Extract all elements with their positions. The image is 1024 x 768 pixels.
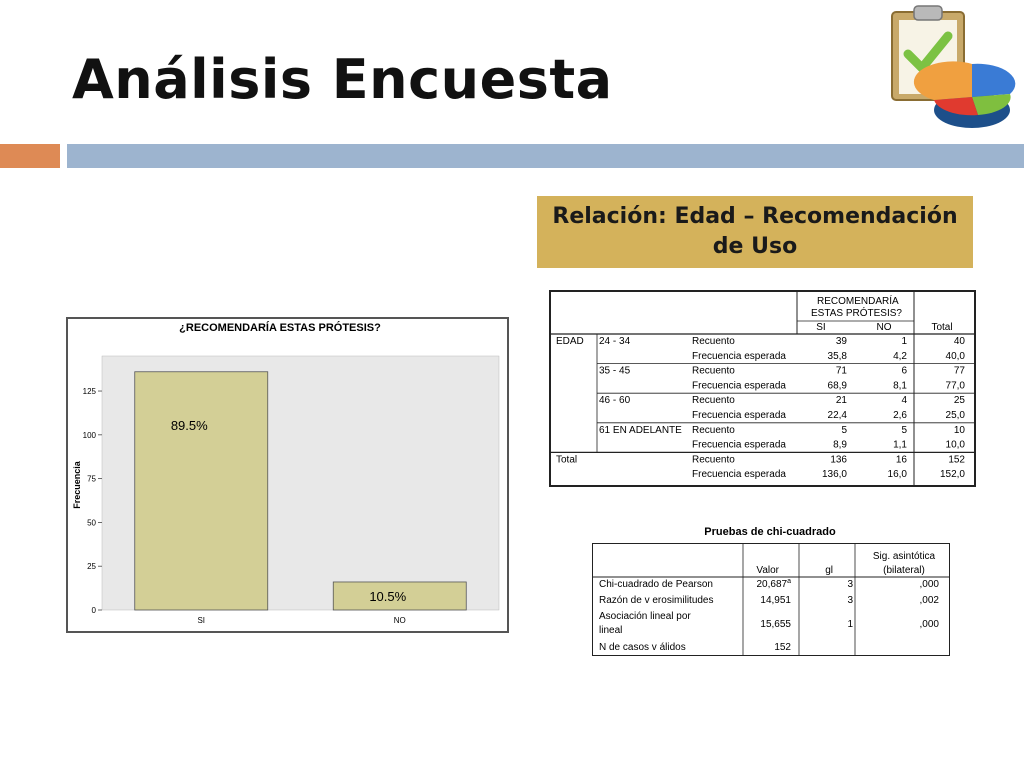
cell-total: 152: [948, 454, 965, 466]
chi-row-label: N de casos v álidos: [599, 642, 686, 653]
cell-no: 16,0: [887, 469, 907, 481]
y-axis-label: Frecuencia: [72, 461, 82, 509]
cell-si: 68,9: [827, 380, 847, 392]
cell-no: 8,1: [893, 380, 907, 392]
bar-chart: [66, 317, 509, 633]
y-tick-label: 0: [91, 606, 96, 615]
cell-no: 1,1: [893, 439, 907, 451]
x-tick-label: NO: [393, 616, 406, 625]
chi-row-label: Razón de v erosimilitudes: [599, 595, 714, 606]
accent-bar-blue: [67, 144, 1024, 168]
crosstab-group-label: Total: [556, 454, 578, 466]
chi-row: [599, 595, 939, 606]
stat-label: Frecuencia esperada: [692, 350, 786, 362]
chi-gl: 1: [847, 619, 853, 630]
cell-no: 4: [901, 395, 907, 407]
stat-label: Recuento: [692, 454, 735, 466]
chart-title: ¿RECOMENDARÍA ESTAS PRÓTESIS?: [179, 322, 381, 334]
crosstab-col-header: NO: [876, 322, 892, 333]
crosstab-row: [692, 410, 965, 421]
stat-label: Frecuencia esperada: [692, 380, 786, 392]
cell-si: 22,4: [827, 410, 847, 421]
crosstab-row: [692, 425, 965, 436]
crosstab-group-label: 61 EN ADELANTE: [599, 424, 682, 436]
crosstab-col-header: SI: [816, 322, 826, 333]
chi-valor: 15,655: [760, 619, 791, 630]
cell-no: 16: [895, 454, 907, 466]
chi-row-label: Asociación lineal por: [599, 611, 691, 622]
clipboard-piechart-logo: [882, 2, 1022, 142]
stat-label: Recuento: [692, 336, 735, 347]
chi-square-table: [592, 543, 950, 656]
crosstab-group-header: ESTAS PRÓTESIS?: [811, 308, 902, 319]
bar-si: [135, 372, 268, 610]
cell-total: 40: [953, 336, 965, 347]
cell-no: 6: [901, 365, 907, 377]
crosstab-row: [692, 366, 965, 377]
crosstab-group-label: 24 - 34: [599, 336, 631, 347]
chi-col-valor: Valor: [756, 565, 779, 576]
crosstab-row: [692, 440, 965, 451]
cell-si: 35,8: [827, 350, 847, 362]
chi-gl: 3: [847, 579, 853, 590]
crosstab-col-header: Total: [931, 322, 953, 333]
chi-row-label: Chi-cuadrado de Pearson: [599, 579, 713, 590]
subtitle-text: Relación: Edad – Recomendación de Uso: [552, 204, 958, 259]
cell-total: 152,0: [939, 469, 965, 481]
chi-valor: 20,687$^a$: [756, 578, 791, 590]
cell-no: 4,2: [893, 350, 907, 362]
crosstab-group: [597, 423, 974, 451]
crosstab-row-var: EDAD: [556, 336, 584, 347]
cell-total: 25: [953, 395, 965, 407]
crosstab-row: [692, 469, 965, 480]
cell-total: 77: [953, 365, 965, 377]
y-tick-label: 125: [82, 387, 96, 397]
chi-gl: 3: [847, 595, 853, 606]
cell-si: 71: [835, 365, 847, 377]
cell-no: 1: [901, 336, 907, 347]
chi-col-gl: gl: [825, 565, 833, 576]
cell-total: 10,0: [945, 439, 965, 451]
chi-row-label: lineal: [599, 625, 623, 636]
crosstab-group: [597, 393, 974, 421]
subtitle-banner: [537, 196, 973, 268]
chi-sig: ,002: [919, 595, 939, 606]
chi-row: [599, 642, 791, 653]
cell-si: 39: [835, 336, 847, 347]
cell-no: 2,6: [893, 410, 907, 421]
x-tick-label: SI: [197, 616, 206, 625]
stat-label: Recuento: [692, 424, 735, 436]
chi-sig: ,000: [919, 619, 939, 630]
stat-label: Frecuencia esperada: [692, 469, 786, 481]
data-label: 10.5%: [369, 588, 407, 604]
cell-no: 5: [901, 424, 907, 436]
chi-table-title: Pruebas de chi-cuadrado: [704, 526, 836, 538]
crosstab-row: [692, 336, 965, 347]
stat-label: Recuento: [692, 365, 735, 377]
crosstab-group: [599, 336, 965, 362]
crosstab-row: [692, 380, 965, 391]
cell-total: 25,0: [945, 410, 965, 421]
chi-row: [599, 611, 939, 636]
crosstab-row: [692, 395, 965, 406]
chi-valor: 14,951: [760, 595, 791, 606]
chi-col-sig: Sig. asintótica: [872, 551, 936, 562]
crosstab-row: [692, 454, 965, 465]
stat-label: Recuento: [692, 395, 735, 407]
cell-si: 21: [835, 395, 847, 407]
y-tick-label: 75: [87, 474, 96, 484]
cell-si: 136: [830, 454, 847, 466]
y-tick-label: 100: [82, 430, 96, 440]
crosstab-group-header: RECOMENDARÍA: [817, 296, 899, 307]
crosstab-group: [597, 364, 974, 392]
cell-total: 77,0: [945, 380, 965, 392]
cell-total: 10: [953, 424, 965, 436]
y-tick-label: 25: [87, 562, 96, 572]
crosstab-row: [692, 351, 965, 362]
chi-sig: ,000: [919, 579, 939, 590]
data-label: 89.5%: [170, 417, 208, 433]
cell-total: 40,0: [945, 350, 965, 362]
stat-label: Frecuencia esperada: [692, 410, 786, 421]
crosstab-group-label: 35 - 45: [599, 365, 631, 377]
stat-label: Frecuencia esperada: [692, 439, 786, 451]
chi-col-sig: (bilateral): [883, 565, 925, 576]
cell-si: 136,0: [821, 469, 847, 481]
crosstab-total-group: [551, 452, 974, 480]
chi-valor: 152: [774, 642, 791, 653]
chi-row: [599, 578, 939, 590]
accent-bar-orange: [0, 144, 60, 168]
cell-si: 8,9: [833, 439, 847, 451]
slide-title: Análisis Encuesta: [72, 48, 613, 111]
crosstab-table: [549, 290, 976, 487]
crosstab-group-label: 46 - 60: [599, 395, 631, 407]
cell-si: 5: [841, 424, 847, 436]
y-tick-label: 50: [87, 518, 96, 528]
